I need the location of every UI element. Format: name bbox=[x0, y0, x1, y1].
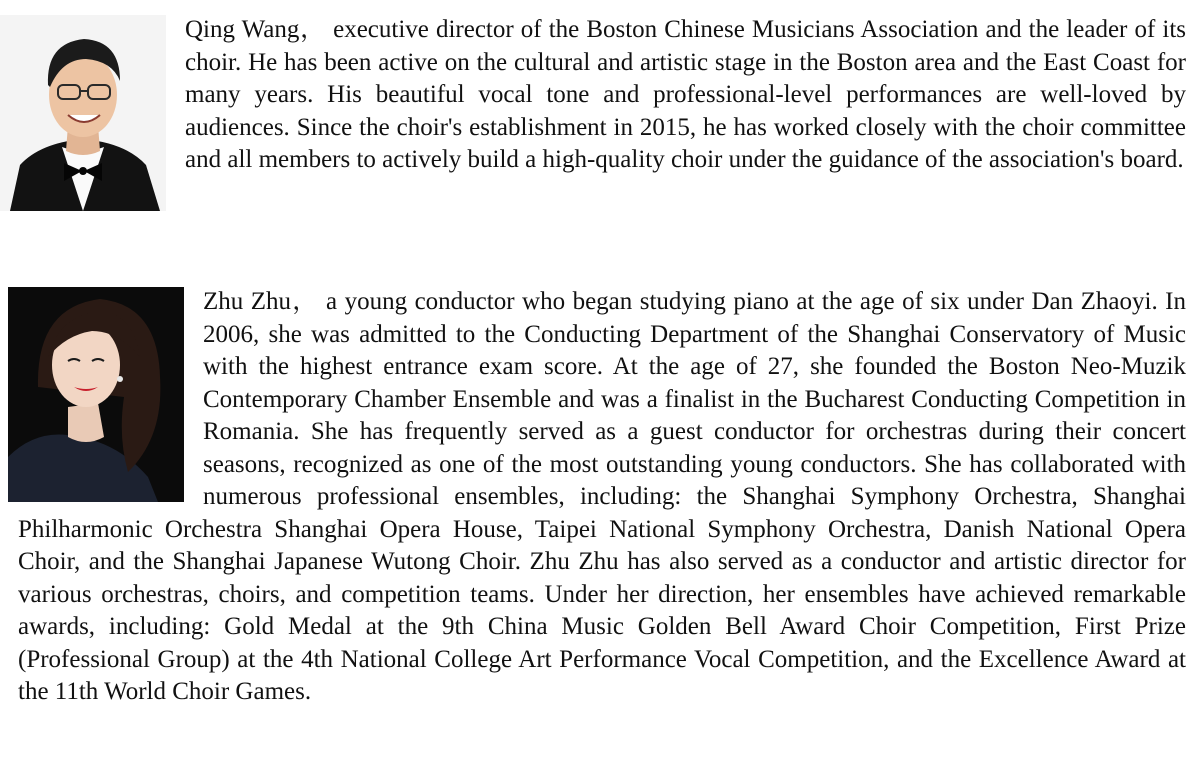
portrait-woman-dark-background-photo bbox=[8, 287, 184, 502]
bio-name: Qing Wang bbox=[185, 16, 300, 43]
bio-zhu-zhu bbox=[18, 286, 1186, 709]
name-separator: ， bbox=[291, 288, 319, 315]
bio-text: executive director of the Boston Chinese Musicians Association and the leader of its choir. He has been active on the cultural and artistic stage in the Boston area and the East Coast for many years. His beautiful vocal tone and professional-level performances are well-loved by audiences. Since the choir's establishment in 2015, he has worked closely with the choir committee and all members to actively build a high-quality choir under the guidance of the association's board. bbox=[185, 16, 1186, 173]
name-separator: ， bbox=[299, 16, 327, 43]
bio-text: a young conductor who began studying piano at the age of six under Dan Zhaoyi. In 2006, she was admitted to the Conducting Department of the Shanghai Conservatory of Music with the highest entrance exam score. At the age of 27, she founded the Boston Neo-Muzik Contemporary Chamber Ensemble and was a finalist in the Bucharest Conducting Competition in Romania. She has frequently served as a guest conductor for orchestras during their concert seasons, recognized as one of the most outstanding young conductors. She has collaborated with numerous professional ensembles, including: the Shanghai Symphony Orchestra, Shanghai Philharmonic Orchestra Shanghai Opera House, Taipei National Symphony Orchestra, Danish National Opera Choir, and the Shanghai Japanese Wutong Choir. Zhu Zhu has also served as a conductor and artistic director for various orchestras, choirs, and competition teams. Under her direction, her ensembles have achieved remarkable awards, including: Gold Medal at the 9th China Music Golden Bell Award Choir Competition, First Prize (Professional Group) at the 4th National College Art Performance Vocal Competition, and the Excellence Award at the 11th World Choir Games. bbox=[18, 288, 1186, 705]
portrait-man-tuxedo-photo bbox=[0, 15, 166, 211]
bio-name: Zhu Zhu bbox=[203, 288, 292, 315]
bio-qing-wang bbox=[18, 14, 1186, 211]
